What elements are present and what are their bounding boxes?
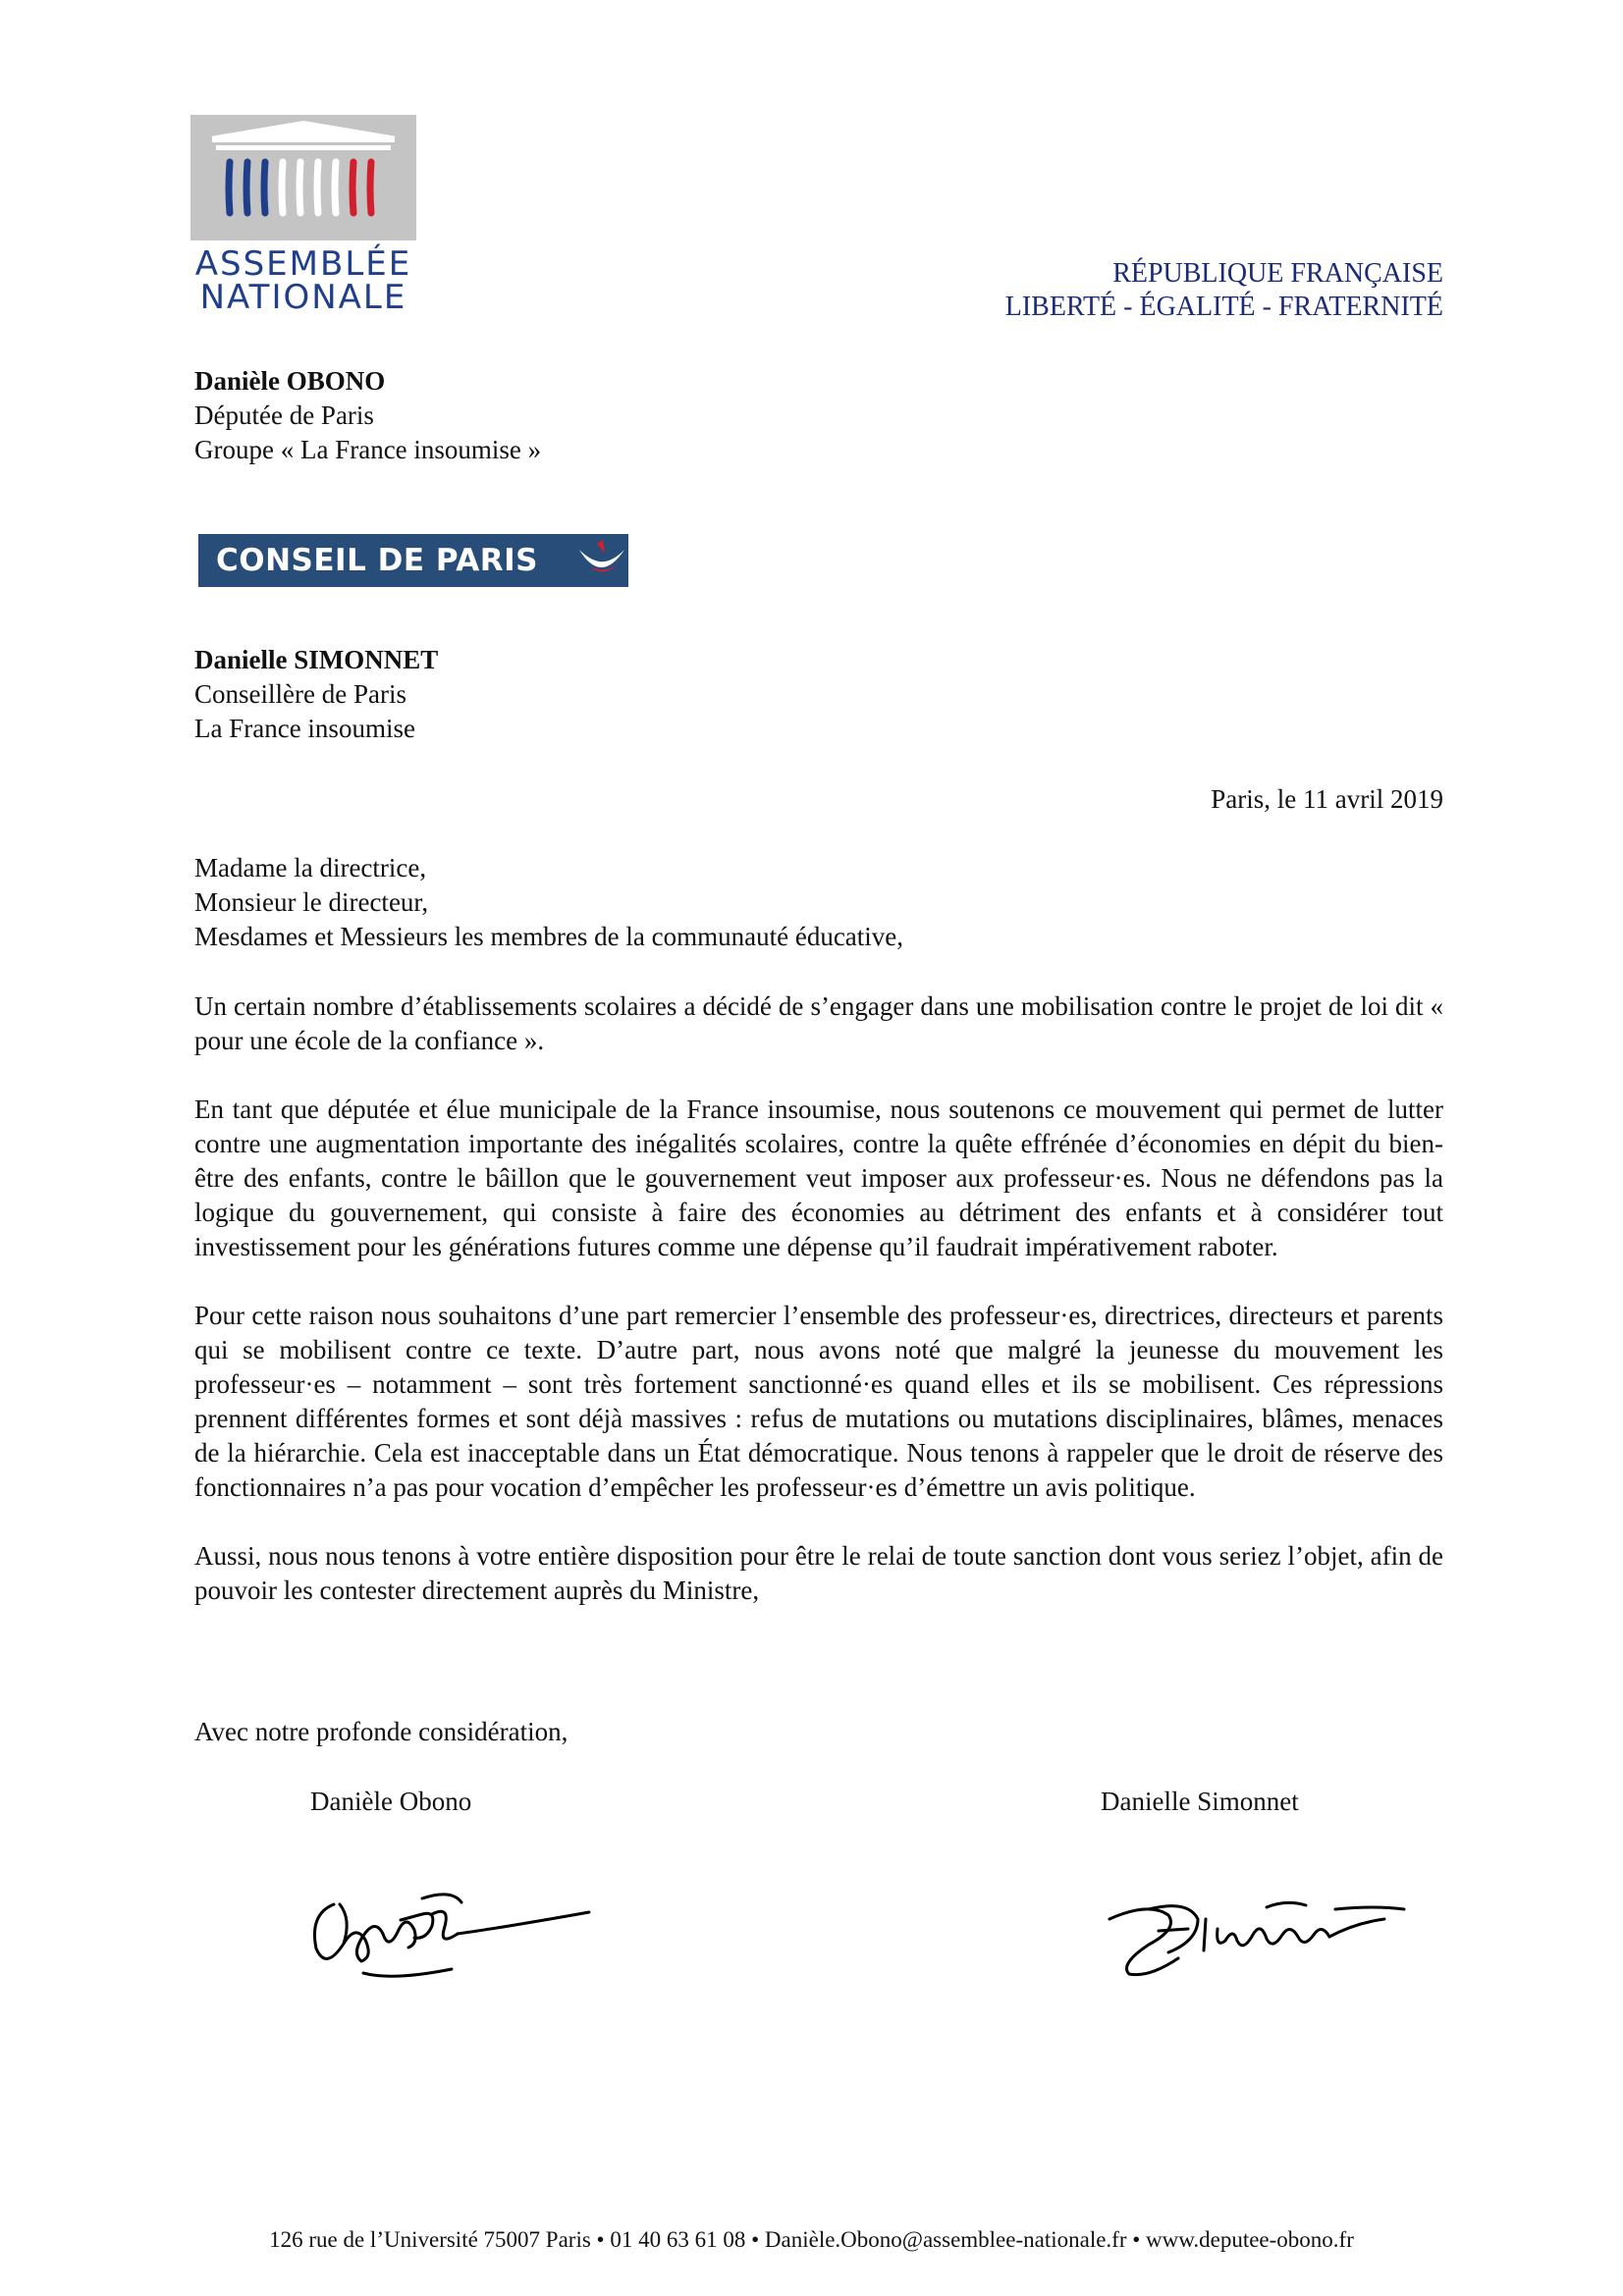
body-paragraph: Un certain nombre d’établissements scolaires a décidé de s’engager dans une mobilisation contre le projet de loi dit « pour une école de la confiance ». <box>194 991 1443 1055</box>
sender-block-simonnet <box>194 643 438 746</box>
signatory-name-obono: Danièle Obono <box>310 1787 472 1816</box>
letter-date: Paris, le 11 avril 2019 <box>1211 784 1443 814</box>
sender-block-obono <box>194 364 541 467</box>
body-paragraph: En tant que députée et élue municipale de la France insoumise, nous soutenons ce mouvement qui permet de lutter contre une augmentation importante des inégalités scolaires, contre la quête effrénée d’économies en dépit du bien-être des enfants, contre le bâillon que le gouvernement veut imposer aux professeur·es. Nous ne défendons pas la logique du gouvernement, qui consiste à faire des économies au détriment des enfants et à considérer tout investissement pour les générations futures comme une dépense qu’il faudrait impérativement raboter. <box>194 1095 1443 1261</box>
conseil-logo-label: CONSEIL DE PARIS <box>216 543 538 578</box>
paris-ship-icon <box>571 534 628 587</box>
hemicycle-emblem <box>190 115 416 240</box>
republique-heading <box>1005 257 1443 324</box>
salutation-line: Monsieur le directeur, <box>194 887 429 917</box>
body-paragraph: Aussi, nous nous tenons à votre entière disposition pour être le relai de toute sanction dont vous seriez l’objet, afin de pouvoir les contester directement auprès du Ministre, <box>194 1541 1443 1605</box>
salutation-line: Mesdames et Messieurs les membres de la communauté éducative, <box>194 922 904 951</box>
devise-line: LIBERTÉ - ÉGALITÉ - FRATERNITÉ <box>1004 292 1443 322</box>
logo-word-nationale: NATIONALE <box>199 278 407 317</box>
signatory-name-simonnet: Danielle Simonnet <box>1101 1787 1299 1816</box>
sender-name: Danièle OBONO <box>194 366 386 396</box>
letter-footer: 126 rue de l’Université 75007 Paris • 01 40 63 61 08 • Danièle.Obono@assemblee-nationale.fr • www.deputee-obono.fr <box>269 2227 1354 2252</box>
sender-title: Députée de Paris <box>194 400 374 430</box>
conseil-de-paris-logo <box>198 534 628 587</box>
signature-obono-icon <box>304 1875 599 1993</box>
republique-line: RÉPUBLIQUE FRANÇAISE <box>1112 258 1443 289</box>
closing-line: Avec notre profonde considération, <box>194 1717 568 1746</box>
salutation-block <box>194 851 903 954</box>
body-paragraph: Pour cette raison nous souhaitons d’une part remercier l’ensemble des professeur·es, directrices, directeurs et parents qui se mobilisent contre ce texte. D’autre part, nous avons noté que malgré la jeunesse du mouvement les professeur·es – notamment – sont très fortement sanctionné·es quand elles et ils se mobilisent. Ces répressions prennent différentes formes et sont déjà massives : refus de mutations ou mutations disciplinaires, blâmes, menaces de la hiérarchie. Cela est inacceptable dans un État démocratique. Nous tenons à rappeler que le droit de réserve des fonctionnaires n’a pas pour vocation d’empêcher les professeur·es d’émettre un avis politique. <box>194 1301 1443 1502</box>
signature-simonnet-icon <box>1090 1880 1414 1988</box>
sender-group: Groupe « La France insoumise » <box>194 435 542 464</box>
assemblee-nationale-logo <box>190 115 416 316</box>
sender-name: Danielle SIMONNET <box>194 645 439 674</box>
letter-body <box>194 989 1443 1642</box>
sender-group: La France insoumise <box>194 714 415 743</box>
building-icon <box>190 115 416 240</box>
salutation-line: Madame la directrice, <box>194 853 427 882</box>
logo-word-assemblee: ASSEMBLÉE <box>194 244 412 284</box>
sender-title: Conseillère de Paris <box>194 679 406 709</box>
